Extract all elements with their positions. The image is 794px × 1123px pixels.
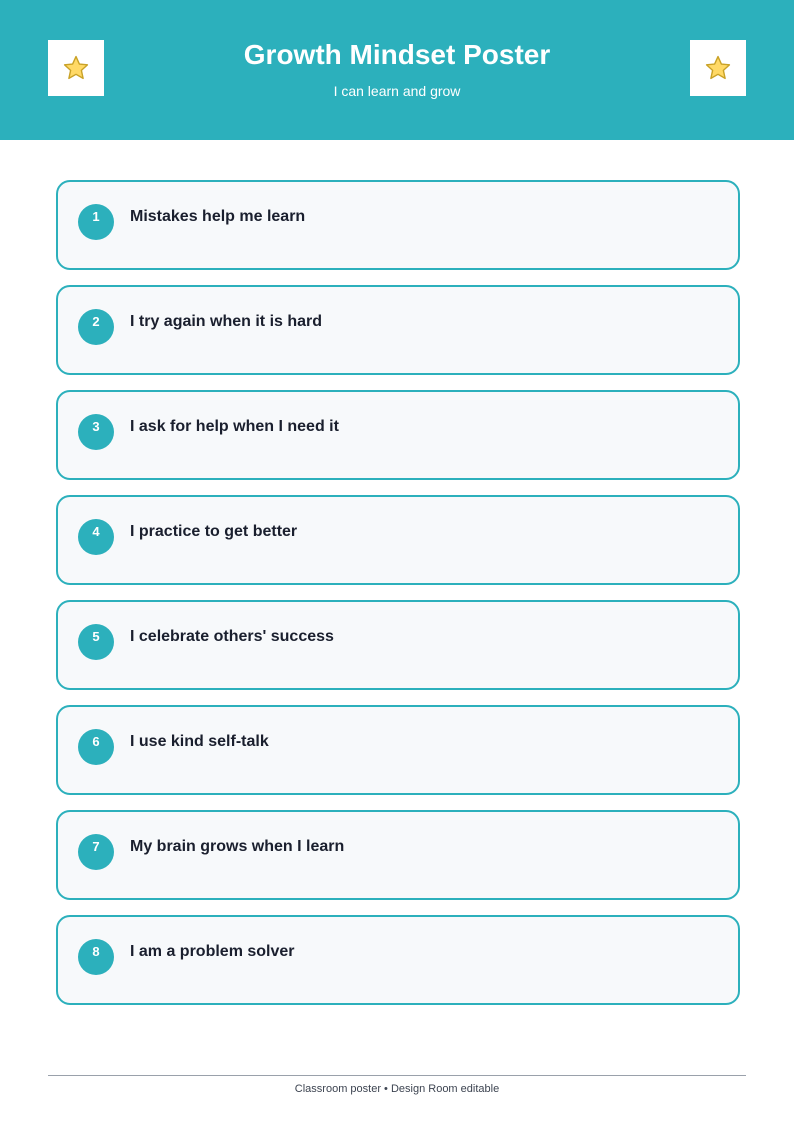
number-badge: 3 [78, 414, 114, 450]
statement-card [56, 180, 740, 270]
poster-subtitle: I can learn and grow [333, 83, 461, 99]
number-badge: 5 [78, 624, 114, 660]
statement-list [56, 180, 740, 1020]
statement-text: I ask for help when I need it [130, 418, 339, 435]
statement-card [56, 390, 740, 480]
statement-card [56, 915, 740, 1005]
statement-card [56, 285, 740, 375]
statement-text: I celebrate others' success [130, 628, 334, 645]
statement-card [56, 495, 740, 585]
number-badge: 7 [78, 834, 114, 870]
statement-text: Mistakes help me learn [130, 208, 306, 225]
footer-divider [48, 1075, 746, 1076]
star-icon [704, 54, 732, 82]
number-badge: 8 [78, 939, 114, 975]
number-badge: 4 [78, 519, 114, 555]
star-badge-right [690, 40, 746, 96]
number-badge: 2 [78, 309, 114, 345]
footer-caption: Classroom poster • Design Room editable [294, 1083, 500, 1095]
statement-text: I use kind self-talk [130, 733, 269, 750]
statement-card [56, 810, 740, 900]
statement-card [56, 600, 740, 690]
statement-text: I am a problem solver [130, 943, 295, 960]
poster-header [0, 0, 794, 140]
statement-text: I try again when it is hard [130, 313, 323, 330]
statement-text: My brain grows when I learn [130, 838, 345, 855]
number-badge: 1 [78, 204, 114, 240]
statement-text: I practice to get better [130, 523, 298, 540]
poster-title: Growth Mindset Poster [243, 39, 551, 70]
number-badge: 6 [78, 729, 114, 765]
statement-card [56, 705, 740, 795]
